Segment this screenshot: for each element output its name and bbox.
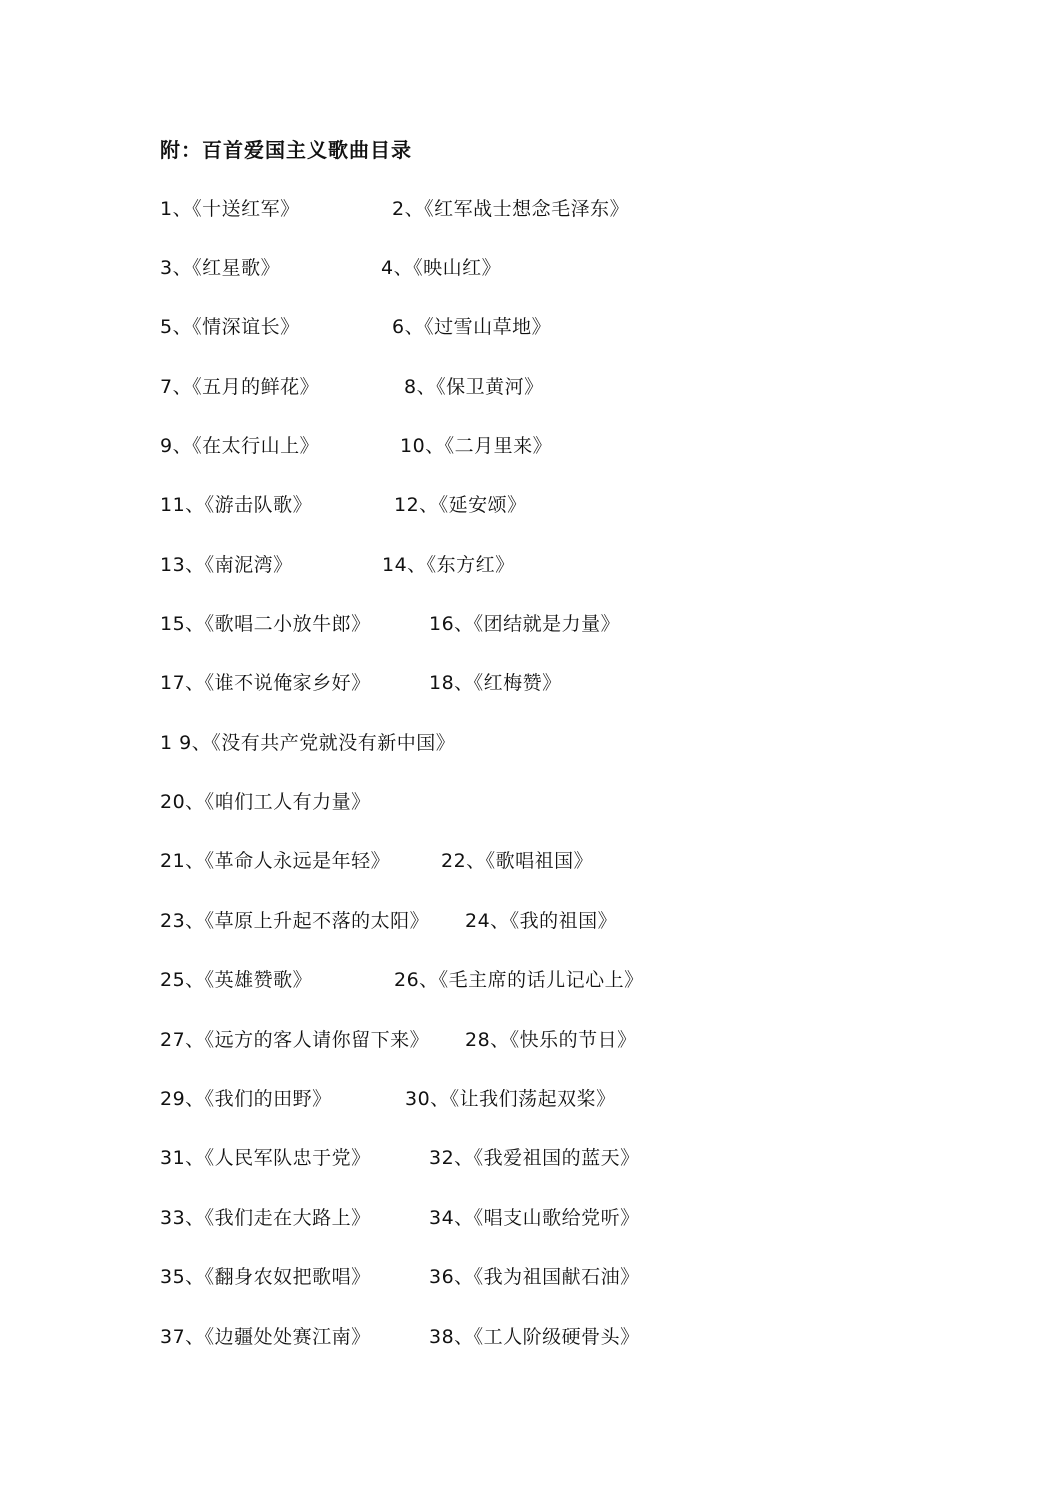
song-entry-17: 17、《谁不说俺家乡好》 — [160, 672, 371, 694]
song-entry-3: 3、《红星歌》 — [160, 257, 281, 279]
song-entry-12: 12、《延安颂》 — [394, 494, 527, 516]
song-entry-10: 10、《二月里来》 — [400, 435, 553, 457]
song-entry-18: 18、《红梅赞》 — [429, 672, 562, 694]
song-entry-27: 27、《远方的客人请你留下来》 — [160, 1029, 430, 1051]
song-entry-5: 5、《情深谊长》 — [160, 316, 300, 338]
song-entry-34: 34、《唱支山歌给党听》 — [429, 1207, 640, 1229]
song-entry-22: 22、《歌唱祖国》 — [441, 850, 594, 872]
song-entry-15: 15、《歌唱二小放牛郎》 — [160, 613, 371, 635]
song-entry-7: 7、《五月的鲜花》 — [160, 376, 320, 398]
song-entry-1: 1、《十送红军》 — [160, 198, 300, 220]
song-entry-29: 29、《我们的田野》 — [160, 1088, 332, 1110]
song-entry-4: 4、《映山红》 — [381, 257, 502, 279]
song-entry-20: 20、《咱们工人有力量》 — [160, 791, 371, 813]
song-entry-33: 33、《我们走在大路上》 — [160, 1207, 371, 1229]
song-entry-25: 25、《英雄赞歌》 — [160, 969, 313, 991]
document-title: 附：百首爱国主义歌曲目录 — [160, 138, 412, 162]
song-entry-30: 30、《让我们荡起双桨》 — [405, 1088, 616, 1110]
song-entry-13: 13、《南泥湾》 — [160, 554, 293, 576]
song-entry-21: 21、《革命人永远是年轻》 — [160, 850, 391, 872]
song-entry-26: 26、《毛主席的话儿记心上》 — [394, 969, 644, 991]
song-entry-2: 2、《红军战士想念毛泽东》 — [392, 198, 630, 220]
song-entry-37: 37、《边疆处处赛江南》 — [160, 1326, 371, 1348]
song-entry-9: 9、《在太行山上》 — [160, 435, 320, 457]
song-entry-16: 16、《团结就是力量》 — [429, 613, 621, 635]
song-entry-35: 35、《翻身农奴把歌唱》 — [160, 1266, 371, 1288]
song-entry-24: 24、《我的祖国》 — [465, 910, 618, 932]
song-entry-28: 28、《快乐的节日》 — [465, 1029, 637, 1051]
song-entry-32: 32、《我爱祖国的蓝天》 — [429, 1147, 640, 1169]
song-entry-6: 6、《过雪山草地》 — [392, 316, 552, 338]
song-entry-19: 1 9、《没有共产党就没有新中国》 — [160, 732, 456, 754]
song-entry-31: 31、《人民军队忠于党》 — [160, 1147, 371, 1169]
song-entry-23: 23、《草原上升起不落的太阳》 — [160, 910, 430, 932]
song-entry-11: 11、《游击队歌》 — [160, 494, 313, 516]
song-entry-38: 38、《工人阶级硬骨头》 — [429, 1326, 640, 1348]
song-entry-14: 14、《东方红》 — [382, 554, 515, 576]
song-entry-8: 8、《保卫黄河》 — [404, 376, 544, 398]
song-entry-36: 36、《我为祖国献石油》 — [429, 1266, 640, 1288]
